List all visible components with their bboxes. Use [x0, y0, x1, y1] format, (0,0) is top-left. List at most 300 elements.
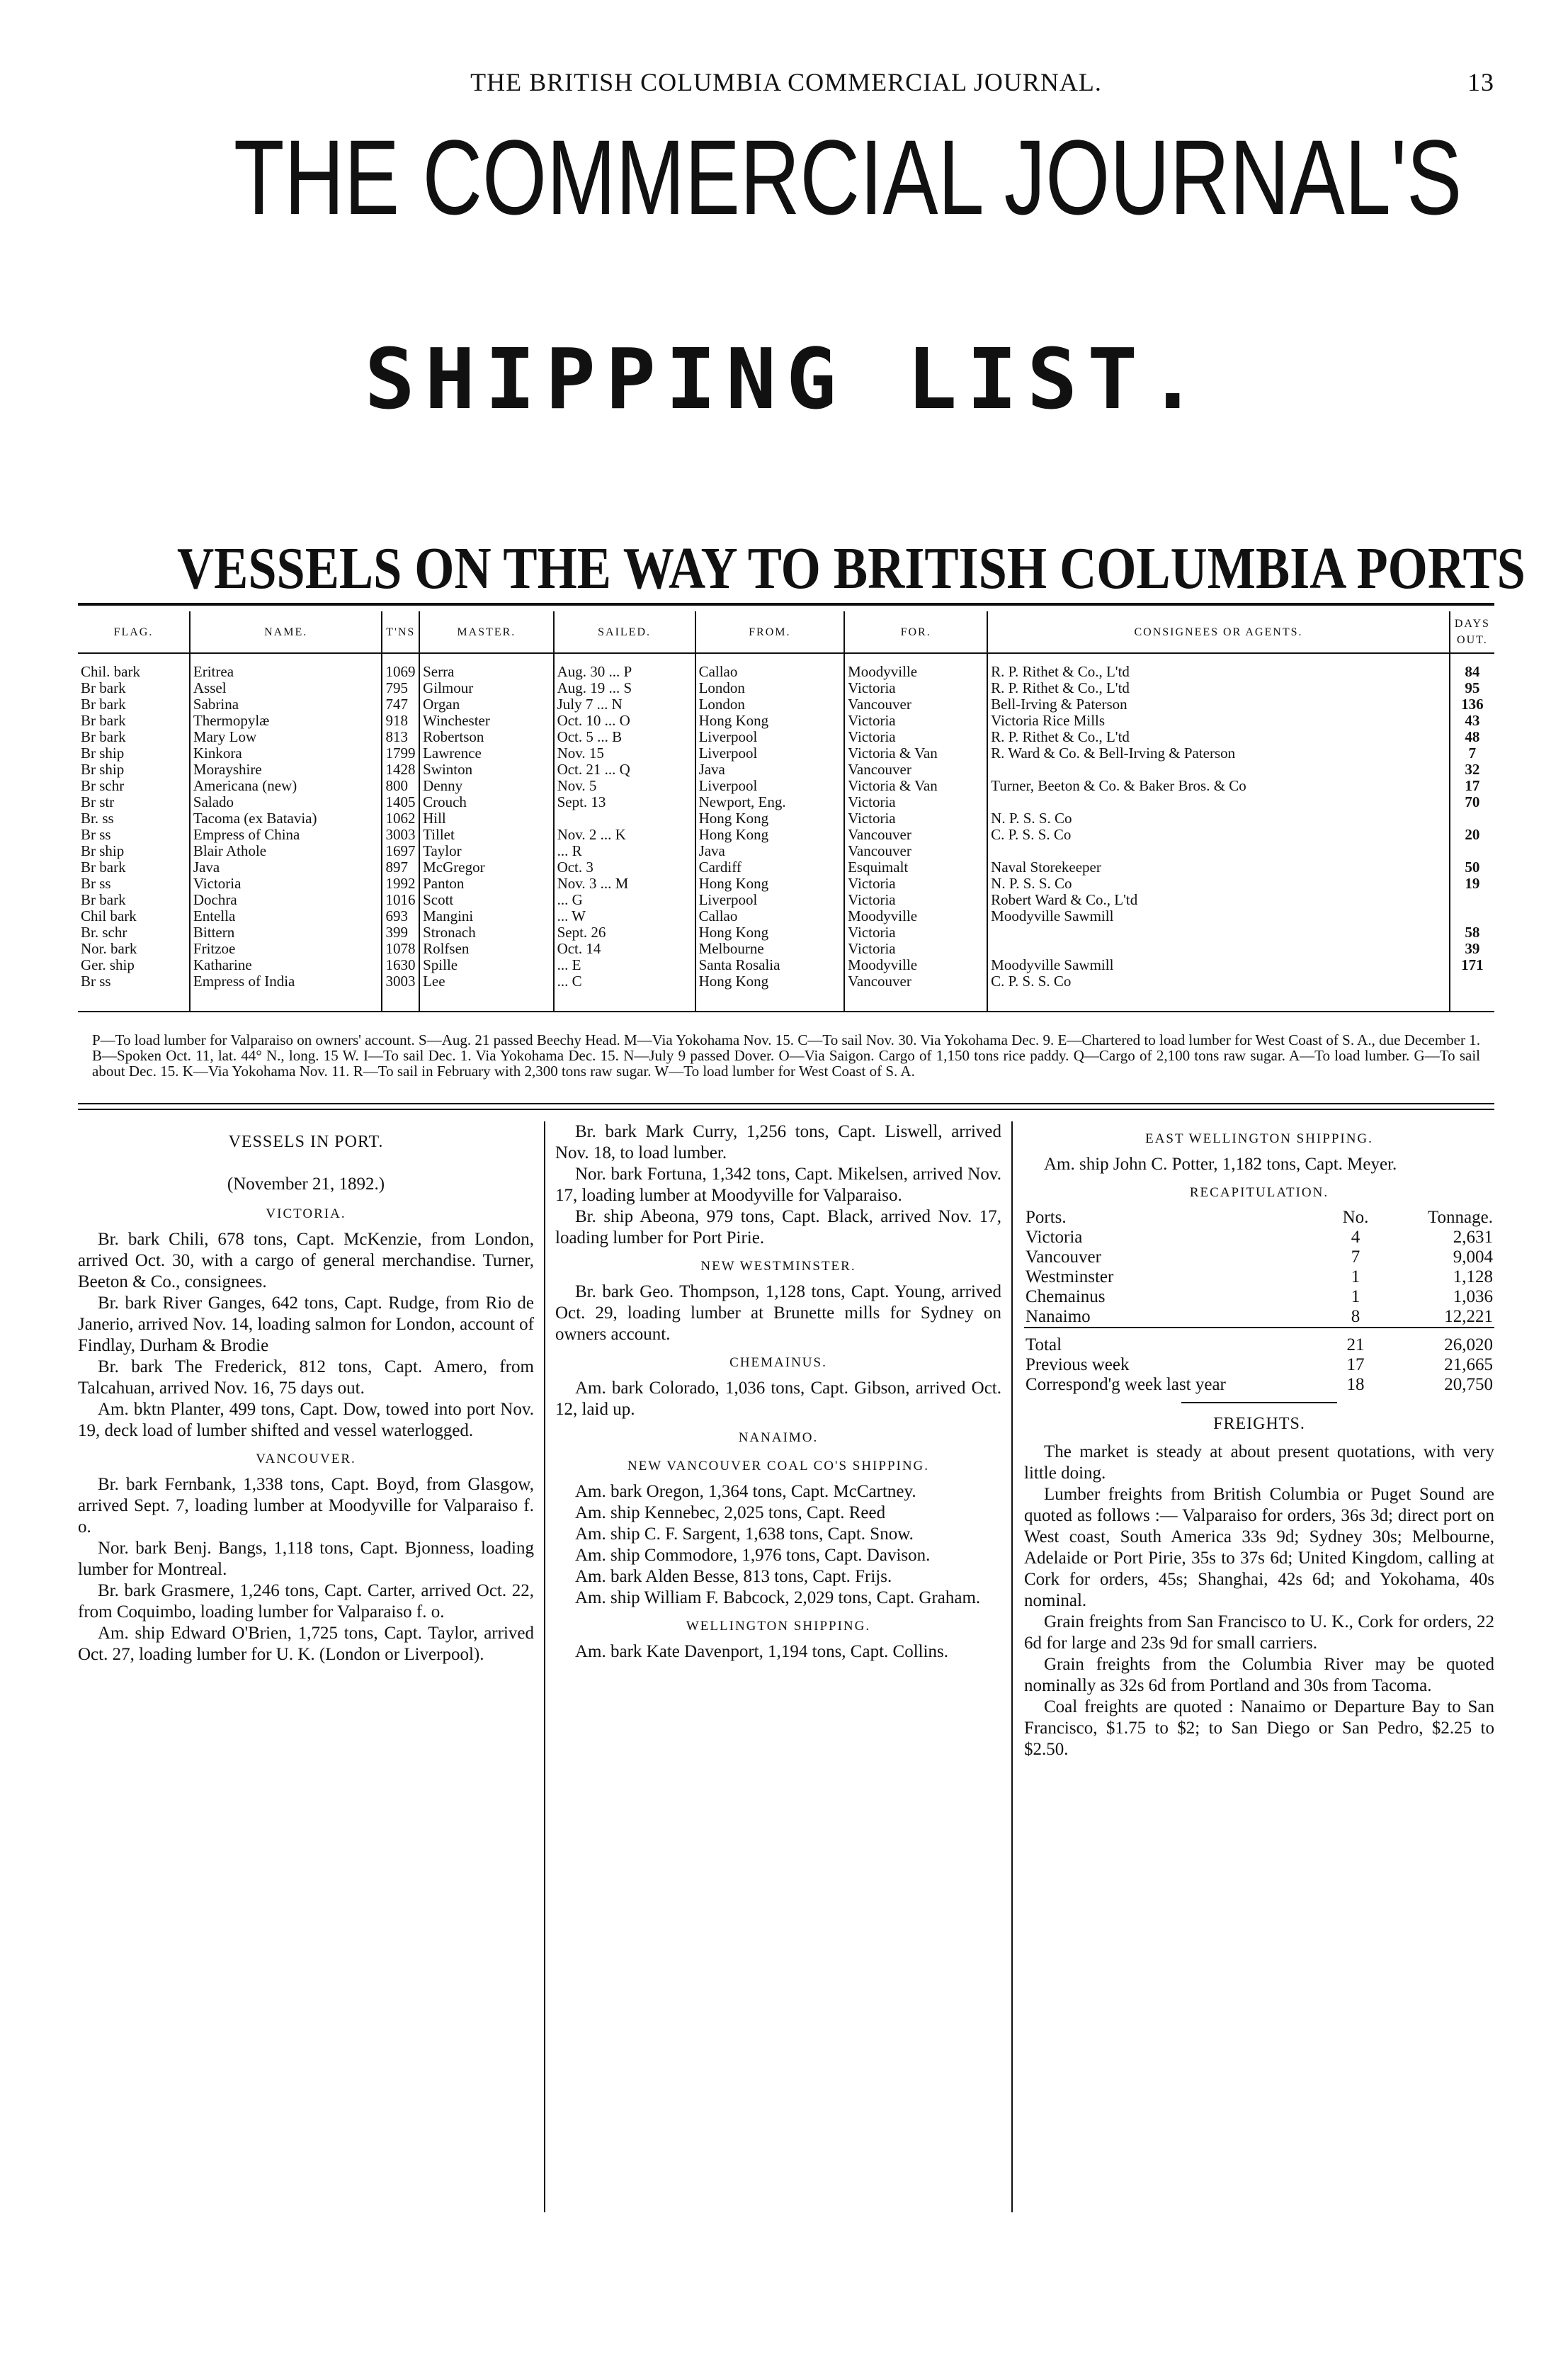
list-item: Nor. bark Fortuna, 1,342 tons, Capt. Mikelsen, arrived Nov. 17, loading lumber at Moodyville for Valparaiso. — [555, 1165, 1001, 1205]
vessel-cell — [554, 810, 695, 827]
column-1 — [78, 1121, 545, 2212]
vessel-row — [78, 827, 1494, 843]
vessel-cell: 1069 — [382, 653, 419, 680]
vessel-cell: Salado — [190, 794, 382, 810]
vessel-cell: Aug. 19 ... S — [554, 680, 695, 696]
column-3 — [1013, 1121, 1494, 2212]
vessel-cell: Hong Kong — [695, 876, 845, 892]
list-item: Br. bark Grasmere, 1,246 tons, Capt. Carter, arrived Oct. 22, from Coquimbo, loading lumber for Valparaiso f. o. — [78, 1581, 534, 1622]
vessel-cell: Turner, Beeton & Co. & Baker Bros. & Co — [987, 778, 1450, 794]
vessel-cell: 693 — [382, 908, 419, 924]
list-item: Br. bark River Ganges, 642 tons, Capt. Rudge, from Rio de Janerio, arrived Nov. 14, loading salmon for London, account of Findlay, Durham & Brodie — [78, 1294, 534, 1355]
vessels-footnotes: P—To load lumber for Valparaiso on owners' account. S—Aug. 21 passed Beechy Head. M—Via Yokohama Nov. 15. C—To sail Nov. 30. Via Yokohama Dec. 9. E—Chartered to load lumber for West Coast of S. A., due December 1. B—Spoken Oct. 11, lat. 44° N., long. 15 W. I—To sail Dec. 1. Via Yokohama Dec. 15. N—July 9 passed Dover. O—Via Saigon. Cargo of 1,150 tons rice paddy. Q—Cargo of 2,100 tons raw sugar. A—To load lumber. G—To sail about Dec. 15. K—Via Yokohama Nov. 11. R—To sail in February with 2,300 tons raw sugar. W—To load lumber for West Coast of S. A. — [92, 1031, 1480, 1080]
vessel-row — [78, 810, 1494, 827]
recap-cell: 12,221 — [1444, 1307, 1493, 1326]
vessel-cell: Morayshire — [190, 762, 382, 778]
vessel-row — [78, 859, 1494, 876]
vessel-cell — [1450, 908, 1494, 924]
page-title: THE COMMERCIAL JOURNAL'S — [234, 118, 1462, 237]
nanaimo-heading: NANAIMO. — [738, 1430, 819, 1445]
vessel-cell: Java — [190, 859, 382, 876]
vessel-cell: Victoria — [844, 892, 987, 908]
vessel-cell: Nov. 15 — [554, 745, 695, 762]
recap-row — [1024, 1307, 1494, 1328]
vessel-cell: Organ — [419, 696, 553, 713]
recap-previous-tonnage: 21,665 — [1444, 1355, 1493, 1374]
report-date: (November 21, 1892.) — [227, 1175, 385, 1194]
nvcc-list — [555, 1481, 1001, 1609]
vessel-cell: Victoria — [844, 794, 987, 810]
recap-header-row — [1024, 1208, 1494, 1228]
recap-col-ports: Ports. — [1026, 1208, 1067, 1227]
vessel-row — [78, 892, 1494, 908]
vessel-cell: 1405 — [382, 794, 419, 810]
vessel-cell — [987, 924, 1450, 941]
recap-previous-label: Previous week — [1026, 1355, 1130, 1374]
vessel-row — [78, 713, 1494, 729]
vessel-cell: 84 — [1465, 663, 1480, 680]
vessel-cell: ... R — [554, 843, 695, 859]
list-item: Br. ship Abeona, 979 tons, Capt. Black, arrived Nov. 17, loading lumber for Port Pirie. — [555, 1207, 1001, 1247]
page-subtitle: SHIPPING LIST. — [364, 330, 1208, 428]
vessel-cell: 1016 — [382, 892, 419, 908]
vessels-in-port-heading: VESSELS IN PORT. — [228, 1133, 384, 1151]
list-item: Br. bark Geo. Thompson, 1,128 tons, Capt. Young, arrived Oct. 29, loading lumber at Brunette mills for Sydney on owners account. — [555, 1282, 1001, 1344]
vessel-row — [78, 745, 1494, 762]
list-item: Am. bark Alden Besse, 813 tons, Capt. Frijs. — [575, 1567, 892, 1586]
vessel-cell: Spille — [419, 957, 553, 973]
vessel-cell: 20 — [1465, 827, 1480, 843]
recap-cell: 1 — [1351, 1267, 1360, 1286]
vessel-cell: Moodyville Sawmill — [987, 908, 1450, 924]
vessel-cell — [987, 843, 1450, 859]
vessel-cell: London — [695, 696, 845, 713]
vessel-cell: 43 — [1465, 713, 1480, 729]
recap-cell: Victoria — [1026, 1228, 1083, 1247]
vessel-row — [78, 653, 1494, 680]
vessel-row — [78, 794, 1494, 810]
vessel-cell: Victoria — [844, 810, 987, 827]
wellington-heading: WELLINGTON SHIPPING. — [686, 1619, 871, 1634]
vessel-cell: Thermopylæ — [190, 713, 382, 729]
chemainus-list — [555, 1378, 1001, 1420]
vessel-cell — [1450, 843, 1494, 859]
list-item: Am. ship C. F. Sargent, 1,638 tons, Capt. Snow. — [575, 1524, 914, 1544]
vessel-cell: Callao — [695, 908, 845, 924]
vessel-cell: 1078 — [382, 941, 419, 957]
vessel-cell: Taylor — [419, 843, 553, 859]
vessel-cell: 399 — [382, 924, 419, 941]
vessel-cell: R. P. Rithet & Co., L'td — [987, 729, 1450, 745]
vessel-cell: Oct. 3 — [554, 859, 695, 876]
vessel-cell: Victoria & Van — [844, 745, 987, 762]
vessel-cell: Swinton — [419, 762, 553, 778]
vessel-cell: Mangini — [419, 908, 553, 924]
vessel-cell: Vancouver — [844, 973, 987, 1012]
recap-total-label: Total — [1024, 1328, 1326, 1355]
vessels-col-header: MASTER. — [419, 611, 553, 653]
vessels-col-header: T'NS — [382, 611, 419, 653]
vessel-cell: Victoria & Van — [844, 778, 987, 794]
vessel-cell: Eritrea — [190, 653, 382, 680]
recap-total-no: 21 — [1326, 1328, 1385, 1355]
recap-cell: 9,004 — [1453, 1247, 1493, 1267]
vessel-cell: Br bark — [78, 713, 190, 729]
vessel-row — [78, 941, 1494, 957]
vessel-cell: Victoria — [844, 713, 987, 729]
recap-cell: 7 — [1351, 1247, 1360, 1267]
vessel-cell — [987, 794, 1450, 810]
vessel-cell: Nov. 2 ... K — [554, 827, 695, 843]
vessel-cell: 3003 — [382, 827, 419, 843]
vessel-cell: Br ship — [78, 745, 190, 762]
vessel-cell — [987, 941, 1450, 957]
vessel-cell: Bell-Irving & Paterson — [987, 696, 1450, 713]
vessel-cell — [1450, 892, 1494, 908]
vessel-cell: Br schr — [78, 778, 190, 794]
list-item: Lumber freights from British Columbia or Puget Sound are quoted as follows :— Valparaiso for orders, 36s 3d; direct port on West coast, South America 33s 9d; Sydney 30s; Melbourne, Adelaide or Port Pirie, 35s to 37s 6d; United Kingdom, calling at Cork for orders, 45s; Shanghai, 42s 6d; and Yokohama, 40s nominal. — [1024, 1485, 1494, 1610]
freights-rule — [1181, 1402, 1337, 1403]
vessel-row — [78, 924, 1494, 941]
vessel-cell: Kinkora — [190, 745, 382, 762]
vessel-cell: Chil. bark — [78, 653, 190, 680]
vessel-cell: Katharine — [190, 957, 382, 973]
recap-row — [1024, 1267, 1494, 1287]
vessel-cell: July 7 ... N — [554, 696, 695, 713]
vessel-cell: London — [695, 680, 845, 696]
recap-row — [1024, 1228, 1494, 1247]
vessel-cell: Br. ss — [78, 810, 190, 827]
vessel-cell: Scott — [419, 892, 553, 908]
vessel-cell: 17 — [1465, 778, 1480, 794]
list-item: Nor. bark Benj. Bangs, 1,118 tons, Capt. Bjonness, loading lumber for Montreal. — [78, 1539, 534, 1579]
vessel-cell: Br ss — [78, 827, 190, 843]
vessel-cell: Entella — [190, 908, 382, 924]
freights-heading: FREIGHTS. — [1213, 1415, 1305, 1433]
vessel-cell: 747 — [382, 696, 419, 713]
vessel-cell: Robertson — [419, 729, 553, 745]
vessel-cell: Lee — [419, 973, 553, 1012]
recap-cell: Vancouver — [1026, 1247, 1101, 1267]
vessel-cell: 897 — [382, 859, 419, 876]
vessel-cell: Sept. 26 — [554, 924, 695, 941]
vessel-cell: Lawrence — [419, 745, 553, 762]
vessel-row — [78, 778, 1494, 794]
list-item: Br. bark Chili, 678 tons, Capt. McKenzie, from London, arrived Oct. 30, with a cargo of general merchandise. Turner, Beeton & Co., consignees. — [78, 1230, 534, 1291]
new-westminster-heading: NEW WESTMINSTER. — [700, 1259, 856, 1274]
vessel-cell: ... E — [554, 957, 695, 973]
list-item: Br. bark Mark Curry, 1,256 tons, Capt. Liswell, arrived Nov. 18, to load lumber. — [555, 1122, 1001, 1162]
list-item: Coal freights are quoted : Nanaimo or Departure Bay to San Francisco, $1.75 to $2; to San Diego or San Pedro, $2.25 to $2.50. — [1024, 1697, 1494, 1759]
vessel-cell: 136 — [1461, 696, 1484, 713]
vessel-cell: Br bark — [78, 696, 190, 713]
recap-col-tonnage: Tonnage. — [1428, 1208, 1493, 1227]
vessel-cell — [1450, 810, 1494, 827]
vessel-cell: 95 — [1465, 680, 1480, 696]
vessel-cell: Vancouver — [844, 696, 987, 713]
vessel-cell: Hong Kong — [695, 810, 845, 827]
vessels-col-header: SAILED. — [554, 611, 695, 653]
list-item: Am. ship Edward O'Brien, 1,725 tons, Capt. Taylor, arrived Oct. 27, loading lumber for U. K. (London or Liverpool). — [78, 1624, 534, 1664]
vessel-cell: Newport, Eng. — [695, 794, 845, 810]
vessels-col-header: FLAG. — [78, 611, 190, 653]
recap-cell: 2,631 — [1453, 1228, 1493, 1247]
vessel-cell: Crouch — [419, 794, 553, 810]
recap-table — [1024, 1208, 1494, 1395]
vessel-cell: 58 — [1465, 924, 1480, 941]
vessel-cell: Aug. 30 ... P — [554, 653, 695, 680]
recap-previous-no: 17 — [1346, 1355, 1365, 1374]
list-item: Am. bark Oregon, 1,364 tons, Capt. McCartney. — [575, 1482, 916, 1501]
vessel-cell: Br ss — [78, 876, 190, 892]
vessels-col-header: NAME. — [190, 611, 382, 653]
vessel-cell: N. P. S. S. Co — [987, 876, 1450, 892]
vessel-cell: Br. schr — [78, 924, 190, 941]
vessel-cell: Victoria — [844, 680, 987, 696]
recap-corresponding-no: 18 — [1346, 1375, 1365, 1394]
vessel-cell: 1630 — [382, 957, 419, 973]
list-item: Grain freights from San Francisco to U. K., Cork for orders, 22 6d for large and 23s 9d for small carriers. — [1024, 1612, 1494, 1653]
title-rule — [78, 603, 1494, 606]
vessel-row — [78, 908, 1494, 924]
recap-total-tonnage: 26,020 — [1385, 1328, 1494, 1355]
vessel-cell: Santa Rosalia — [695, 957, 845, 973]
vessel-cell: Vancouver — [844, 843, 987, 859]
vessel-cell: R. P. Rithet & Co., L'td — [987, 653, 1450, 680]
vessel-cell: Empress of China — [190, 827, 382, 843]
vessel-cell: N. P. S. S. Co — [987, 810, 1450, 827]
vessels-header-row — [78, 611, 1494, 653]
vessels-col-header: CONSIGNEES OR AGENTS. — [987, 611, 1450, 653]
wellington-list — [555, 1641, 1001, 1663]
vessel-cell: Hong Kong — [695, 924, 845, 941]
recap-corresponding-tonnage: 20,750 — [1444, 1375, 1493, 1394]
vessel-cell: 171 — [1461, 957, 1484, 973]
vessel-cell: R. Ward & Co. & Bell-Irving & Paterson — [987, 745, 1450, 762]
vessel-cell: Br bark — [78, 729, 190, 745]
vessel-cell: Denny — [419, 778, 553, 794]
east-wellington-list — [1024, 1154, 1494, 1175]
vessels-col-header: FROM. — [695, 611, 845, 653]
recap-corresponding-row — [1024, 1375, 1494, 1395]
vessel-cell: Moodyville — [844, 957, 987, 973]
vessel-cell: Tillet — [419, 827, 553, 843]
list-item: Am. ship William F. Babcock, 2,029 tons, Capt. Graham. — [575, 1588, 981, 1607]
newspaper-page — [78, 67, 1526, 2212]
vessel-cell: Tacoma (ex Batavia) — [190, 810, 382, 827]
vessel-row — [78, 876, 1494, 892]
vessel-cell: 1062 — [382, 810, 419, 827]
recap-row — [1024, 1247, 1494, 1267]
recap-cell: 4 — [1351, 1228, 1360, 1247]
vessel-cell: 813 — [382, 729, 419, 745]
vessel-row — [78, 680, 1494, 696]
vessel-cell: Br bark — [78, 680, 190, 696]
vessel-cell: R. P. Rithet & Co., L'td — [987, 680, 1450, 696]
recap-cell: 8 — [1351, 1307, 1360, 1326]
vessel-cell: Mary Low — [190, 729, 382, 745]
vessel-cell: Panton — [419, 876, 553, 892]
vessel-cell: Gilmour — [419, 680, 553, 696]
vessels-table-title: VESSELS ON THE WAY TO BRITISH COLUMBIA PORTS — [177, 536, 1526, 601]
section-rule — [78, 1103, 1494, 1104]
vessel-cell: Victoria — [844, 924, 987, 941]
vessel-row — [78, 843, 1494, 859]
vessel-cell: Br ship — [78, 843, 190, 859]
running-head-title: THE BRITISH COLUMBIA COMMERCIAL JOURNAL. — [470, 68, 1102, 96]
vessel-cell: 7 — [1468, 745, 1477, 762]
vessel-cell: Esquimalt — [844, 859, 987, 876]
vessel-cell: Java — [695, 843, 845, 859]
chemainus-heading: CHEMAINUS. — [729, 1355, 827, 1370]
vessel-cell: Liverpool — [695, 892, 845, 908]
vessel-cell: McGregor — [419, 859, 553, 876]
vessel-cell: 1799 — [382, 745, 419, 762]
list-item: The market is steady at about present quotations, with very little doing. — [1024, 1442, 1494, 1483]
recap-heading: RECAPITULATION. — [1189, 1185, 1329, 1200]
vessel-cell: Liverpool — [695, 778, 845, 794]
vessel-cell: ... C — [554, 973, 695, 1012]
vessel-cell: ... G — [554, 892, 695, 908]
recap-total-row — [1024, 1328, 1494, 1355]
vessel-cell: Bittern — [190, 924, 382, 941]
new-westminster-list — [555, 1281, 1001, 1345]
vessel-cell: Nor. bark — [78, 941, 190, 957]
vessel-cell: Br ss — [78, 973, 190, 1012]
vancouver-list-continued — [555, 1121, 1001, 1249]
vessel-cell: Americana (new) — [190, 778, 382, 794]
recap-col-no: No. — [1342, 1208, 1369, 1227]
vessel-cell: Victoria — [844, 876, 987, 892]
list-item: Am. bark Colorado, 1,036 tons, Capt. Gibson, arrived Oct. 12, laid up. — [555, 1379, 1001, 1419]
vessel-cell: Dochra — [190, 892, 382, 908]
vessel-row — [78, 973, 1494, 1012]
recap-cell: 1,036 — [1453, 1287, 1493, 1306]
vancouver-heading: VANCOUVER. — [256, 1452, 356, 1466]
vessel-cell: Hill — [419, 810, 553, 827]
vessel-cell: C. P. S. S. Co — [987, 973, 1450, 1012]
list-item: Am. ship Commodore, 1,976 tons, Capt. Davison. — [575, 1546, 931, 1565]
columns — [78, 1121, 1494, 2212]
nvcc-heading: NEW VANCOUVER COAL CO'S SHIPPING. — [627, 1459, 930, 1473]
recap-cell: Nanaimo — [1026, 1307, 1091, 1326]
vessel-cell: 1697 — [382, 843, 419, 859]
vessel-cell: Hong Kong — [695, 973, 845, 1012]
vessel-cell: 39 — [1465, 941, 1480, 957]
victoria-list — [78, 1229, 534, 1442]
vessel-row — [78, 957, 1494, 973]
list-item: Am. ship Kennebec, 2,025 tons, Capt. Reed — [575, 1503, 886, 1522]
vessel-cell: 70 — [1465, 794, 1480, 810]
vessel-cell: 1428 — [382, 762, 419, 778]
east-wellington-heading: EAST WELLINGTON SHIPPING. — [1145, 1131, 1373, 1146]
recap-corresponding-label: Correspond'g week last year — [1026, 1375, 1226, 1394]
column-2 — [545, 1121, 1013, 2212]
vessels-body — [78, 653, 1494, 1012]
vessel-cell: 795 — [382, 680, 419, 696]
recap-cell: Westminster — [1026, 1267, 1114, 1286]
list-item: Am. ship John C. Potter, 1,182 tons, Capt. Meyer. — [1044, 1155, 1397, 1174]
vessel-cell — [987, 762, 1450, 778]
list-item: Am. bktn Planter, 499 tons, Capt. Dow, towed into port Nov. 19, deck load of lumber shifted and vessel waterlogged. — [78, 1400, 534, 1440]
recap-row — [1024, 1287, 1494, 1307]
vessel-cell: Oct. 10 ... O — [554, 713, 695, 729]
vessel-cell: Oct. 14 — [554, 941, 695, 957]
vessel-cell: Victoria — [190, 876, 382, 892]
list-item: Br. bark The Frederick, 812 tons, Capt. Amero, from Talcahuan, arrived Nov. 16, 75 days out. — [78, 1357, 534, 1398]
vessel-cell: Liverpool — [695, 745, 845, 762]
running-head — [78, 67, 1494, 103]
vessel-cell: 800 — [382, 778, 419, 794]
vessel-cell: 32 — [1465, 762, 1480, 778]
vessel-row — [78, 729, 1494, 745]
vessel-row — [78, 696, 1494, 713]
vessel-cell: 19 — [1465, 876, 1480, 892]
vessel-cell: Moodyville — [844, 653, 987, 680]
vessel-cell: Moodyville Sawmill — [987, 957, 1450, 973]
recap-previous-row — [1024, 1355, 1494, 1375]
vessel-cell: 48 — [1465, 729, 1480, 745]
vessel-cell: Stronach — [419, 924, 553, 941]
vessel-cell: Nov. 3 ... M — [554, 876, 695, 892]
vessel-cell: Victoria Rice Mills — [987, 713, 1450, 729]
vessel-cell: Nov. 5 — [554, 778, 695, 794]
vessel-cell: Serra — [419, 653, 553, 680]
vessel-cell: Liverpool — [695, 729, 845, 745]
vessel-cell: Moodyville — [844, 908, 987, 924]
vessel-cell: Melbourne — [695, 941, 845, 957]
vessel-cell: 918 — [382, 713, 419, 729]
vessel-cell: Empress of India — [190, 973, 382, 1012]
vessel-cell: Cardiff — [695, 859, 845, 876]
vessel-cell: Sept. 13 — [554, 794, 695, 810]
vancouver-list — [78, 1474, 534, 1665]
vessel-cell: Br bark — [78, 859, 190, 876]
list-item: Am. bark Kate Davenport, 1,194 tons, Capt. Collins. — [575, 1642, 949, 1661]
vessel-cell: Victoria — [844, 941, 987, 957]
recap-cell: Chemainus — [1026, 1287, 1106, 1306]
recap-body — [1024, 1228, 1494, 1328]
vessel-cell: Blair Athole — [190, 843, 382, 859]
vessel-cell — [1450, 973, 1494, 1012]
vessels-col-header: DAYS OUT. — [1450, 611, 1494, 653]
vessel-cell: ... W — [554, 908, 695, 924]
vessel-cell: Vancouver — [844, 762, 987, 778]
vessel-cell: Br str — [78, 794, 190, 810]
vessel-cell: Oct. 21 ... Q — [554, 762, 695, 778]
vessel-cell: Chil bark — [78, 908, 190, 924]
vessel-cell: C. P. S. S. Co — [987, 827, 1450, 843]
vessel-cell: Vancouver — [844, 827, 987, 843]
vessel-cell: Winchester — [419, 713, 553, 729]
vessel-cell: Hong Kong — [695, 713, 845, 729]
vessel-cell: Br bark — [78, 892, 190, 908]
vessel-cell: Oct. 5 ... B — [554, 729, 695, 745]
recap-cell: 1,128 — [1453, 1267, 1493, 1286]
vessel-row — [78, 762, 1494, 778]
vessel-cell: Robert Ward & Co., L'td — [987, 892, 1450, 908]
vessel-cell: 50 — [1465, 859, 1480, 876]
vessel-cell: Fritzoe — [190, 941, 382, 957]
vessel-cell: Br ship — [78, 762, 190, 778]
recap-cell: 1 — [1351, 1287, 1360, 1306]
vessel-cell: 1992 — [382, 876, 419, 892]
vessels-col-header: FOR. — [844, 611, 987, 653]
vessel-cell: Ger. ship — [78, 957, 190, 973]
vessel-cell: 3003 — [382, 973, 419, 1012]
page-number: 13 — [1467, 68, 1494, 96]
vessel-cell: Sabrina — [190, 696, 382, 713]
